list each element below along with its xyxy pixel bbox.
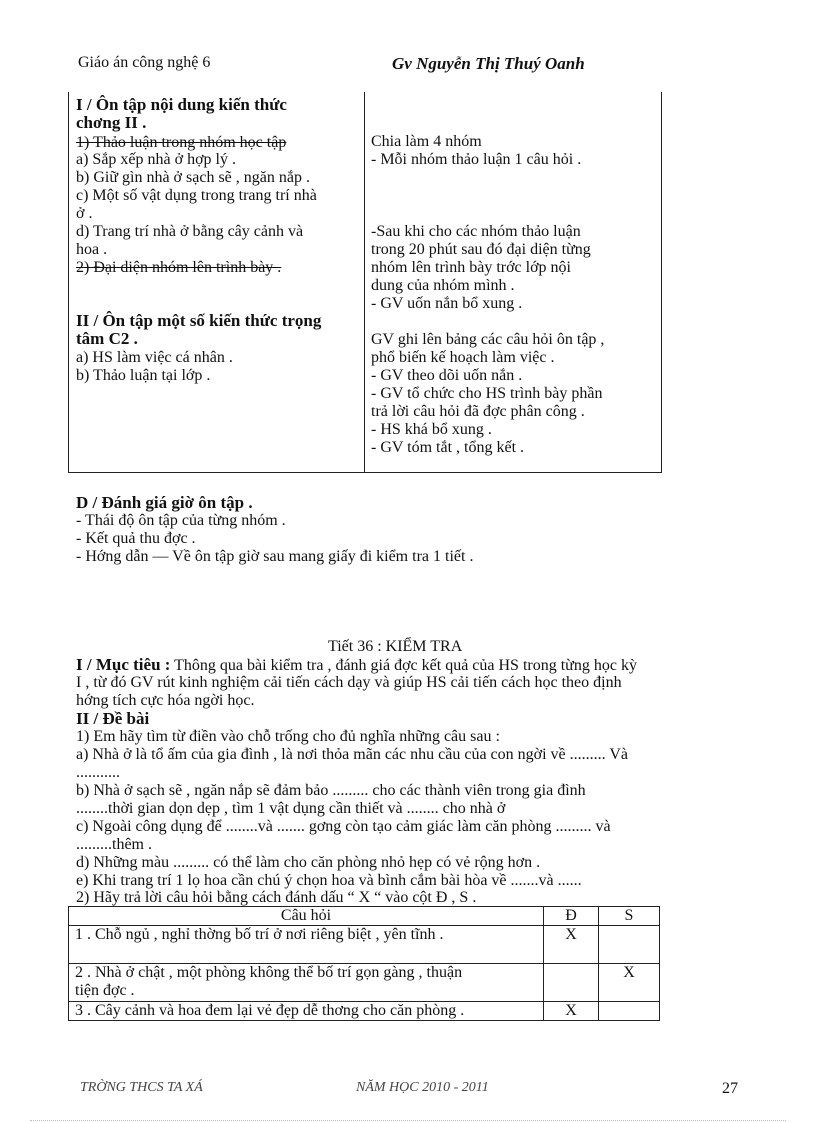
table1-left-3: a) Sắp xếp nhà ở hợp lý . — [76, 151, 236, 168]
table-header-row — [69, 907, 660, 926]
header-question: Câu hỏi — [69, 907, 544, 926]
objective-line-2: I , từ đó GV rút kinh nghiệm cải tiến cách dạy và giúp HS cải tiến cách học theo định — [76, 674, 622, 691]
false-cell[interactable] — [599, 926, 660, 964]
table1-left-13: b) Thảo luận tại lớp . — [76, 367, 211, 384]
footer-year: NĂM HỌC 2010 - 2011 — [356, 1080, 489, 1095]
true-cell[interactable] — [544, 964, 599, 1002]
question-line-2: ........... — [76, 764, 120, 781]
table-row — [69, 926, 660, 964]
table1-left-12: a) HS làm việc cá nhân . — [76, 349, 233, 366]
question-text: 2 . Nhà ở chật , một phòng không thể bố trí gọn gàng , thuận — [75, 964, 463, 981]
table1-right-11: trả lời câu hỏi đã đợc phân công . — [371, 403, 585, 420]
question-line-0: 1) Em hãy tìm từ điền vào chỗ trống cho đủ nghĩa những câu sau : — [76, 728, 500, 745]
objective-line-3: hớng tích cực hóa ngời học. — [76, 692, 255, 709]
table1-right-10: - GV tổ chức cho HS trình bày phần — [371, 385, 603, 402]
evaluation-line-2: - Hớng dẫn — Về ôn tập giờ sau mang giấy đi kiểm tra 1 tiết . — [76, 548, 474, 565]
bottom-rule — [30, 1120, 786, 1121]
table-row — [69, 964, 660, 1002]
false-cell[interactable]: X — [599, 964, 660, 1002]
test-title: Tiết 36 : KIỂM TRA — [328, 638, 463, 655]
table1-right-4: nhóm lên trình bày trớc lớp nội — [371, 259, 571, 276]
table1-right-12: - HS khá bổ xung . — [371, 421, 492, 438]
question-line-9: 2) Hãy trả lời câu hỏi bằng cách đánh dấu “ X “ vào cột Đ , S . — [76, 889, 477, 906]
question-line-6: .........thêm . — [76, 836, 152, 853]
table1-left-4: b) Giữ gìn nhà ở sạch sẽ , ngăn nắp . — [76, 169, 310, 186]
header-false: S — [599, 907, 660, 926]
section2-heading: II / Đề bài — [76, 709, 150, 728]
table1-right-3: trong 20 phút sau đó đại diện từng — [371, 241, 591, 258]
evaluation-heading: D / Đánh giá giờ ôn tập . — [76, 493, 253, 512]
table1-left-10: II / Ôn tập một số kiến thức trọng — [76, 311, 322, 330]
table1-left-9: 2) Đại diện nhóm lên trình bày . — [76, 259, 282, 276]
footer-school: TRỜNG THCS TA XÁ — [80, 1080, 203, 1095]
false-cell[interactable] — [599, 1002, 660, 1021]
table1-left-6: ở . — [76, 205, 93, 222]
objective-text: Thông qua bài kiểm tra , đánh giá đợc kết quả của HS trong từng học kỳ — [170, 657, 637, 674]
question-cell — [69, 964, 544, 1002]
table1-right-1: - Mỗi nhóm thảo luận 1 câu hỏi . — [371, 151, 582, 168]
true-cell[interactable]: X — [544, 926, 599, 964]
table1-left-8: hoa . — [76, 241, 108, 258]
question-line-5: c) Ngoài công dụng để ........và ....... gơng còn tạo cảm giác làm căn phòng ......... và — [76, 818, 611, 835]
table1-right-0: Chia làm 4 nhóm — [371, 133, 482, 150]
objective-line-1 — [76, 656, 637, 675]
question-cell — [69, 926, 544, 964]
question-text-cont: tiện đợc . — [75, 982, 135, 999]
table1-left-7: d) Trang trí nhà ở bằng cây cảnh và — [76, 223, 304, 240]
lesson-table-divider — [364, 92, 365, 472]
true-false-table — [68, 906, 660, 1021]
table1-left-0: I / Ôn tập nội dung kiến thức — [76, 95, 287, 114]
true-cell[interactable]: X — [544, 1002, 599, 1021]
header-true: Đ — [544, 907, 599, 926]
question-cell — [69, 1002, 544, 1021]
question-line-1: a) Nhà ở là tổ ấm của gia đình , là nơi thỏa mãn các nhu cầu của con ngời về ......... Và — [76, 746, 629, 763]
table1-left-2: 1) Thảo luận trong nhóm học tập — [76, 134, 287, 151]
objective-label: I / Mục tiêu : — [76, 655, 171, 674]
question-line-7: d) Những màu ......... có thể làm cho căn phòng nhỏ hẹp có vẻ rộng hơn . — [76, 854, 541, 871]
evaluation-line-1: - Kết quả thu đợc . — [76, 530, 196, 547]
header-subject: Giáo án công nghệ 6 — [78, 54, 211, 71]
table1-left-11: tâm C2 . — [76, 329, 138, 348]
question-text: 1 . Chỗ ngủ , nghỉ thờng bố trí ở nơi riêng biệt , yên tĩnh . — [75, 926, 444, 943]
question-text: 3 . Cây cảnh và hoa đem lại vẻ đẹp dễ thơng cho căn phòng . — [75, 1002, 465, 1019]
table1-right-13: - GV tóm tắt , tổng kết . — [371, 439, 525, 456]
table-row — [69, 1002, 660, 1021]
table1-right-8: phổ biến kế hoạch làm việc . — [371, 349, 555, 366]
table1-right-6: - GV uốn nắn bổ xung . — [371, 295, 523, 312]
evaluation-line-0: - Thái độ ôn tập của từng nhóm . — [76, 512, 286, 529]
table1-right-5: dung của nhóm mình . — [371, 277, 515, 294]
question-line-3: b) Nhà ở sạch sẽ , ngăn nắp sẽ đảm bảo ......... cho các thành viên trong gia đình — [76, 782, 586, 799]
question-line-8: e) Khi trang trí 1 lọ hoa cần chú ý chọn hoa và bình cắm bài hòa về .......và ...... — [76, 872, 582, 889]
question-line-4: ........thời gian dọn dẹp , tìm 1 vật dụng cần thiết và ........ cho nhà ở — [76, 800, 506, 817]
page-number: 27 — [722, 1080, 738, 1097]
table1-left-1: chơng II . — [76, 113, 147, 132]
header-teacher: Gv Nguyễn Thị Thuý Oanh — [392, 54, 585, 73]
table1-right-2: -Sau khi cho các nhóm thảo luận — [371, 223, 581, 240]
table1-left-5: c) Một số vật dụng trong trang trí nhà — [76, 187, 317, 204]
table1-right-7: GV ghi lên bảng các câu hỏi ôn tập , — [371, 331, 605, 348]
table1-right-9: - GV theo dõi uốn nắn . — [371, 367, 523, 384]
